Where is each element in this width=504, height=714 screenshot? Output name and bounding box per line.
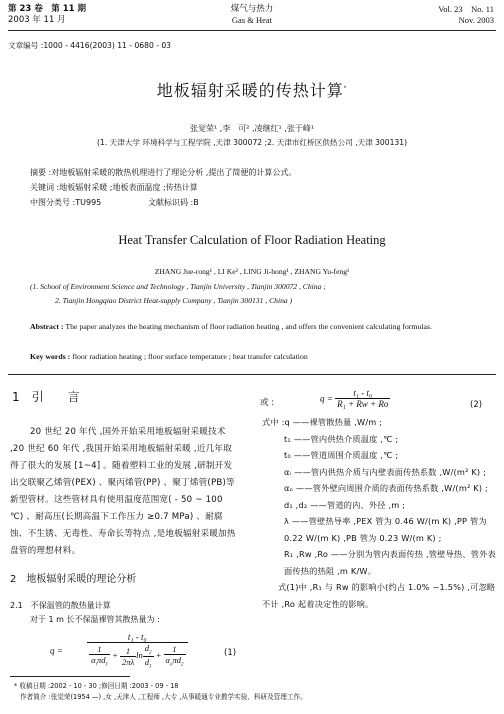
abstract-rule <box>8 374 496 375</box>
right-column-tail: 式(1)中 ,R₁ 与 Rw 的影响小(约占 1.0% ~1.5%) ,可忽略不计 ,Ro 起着决定性的影响。 <box>262 582 496 609</box>
where-item-alpha-o: αₒ ——管外壁向周围介质的表面传热系数 ,W/(m² K) ; <box>284 483 489 493</box>
eq1-denominator: $\frac{1}{\alpha_i\pi d_1}$ + $\frac{1}{2\pi\lambda}$ ln $\frac{d_2}{d_1}$ + $\frac{1}{\alpha_o\pi d_2}$ <box>91 643 184 670</box>
journal-name <box>152 4 352 26</box>
abstract-cn: 摘要 :对地板辐射采暖的散热机理进行了理论分析 ,提出了简便的计算公式。 <box>30 168 297 177</box>
footnote-author-bio: 作者简介 :张觉荣(1954 —) ,女 ,天津人 ,工程师 ,大专 ,从事暖通专业教学实验、科研及管理工作。 <box>20 693 307 701</box>
abstract-en-text: The paper analyzes the heating mechanism of floor radiation heating , and offers the convenient calculating formulas. <box>65 322 432 331</box>
volume-issue-en: Vol. 23 No. 11 <box>438 4 494 14</box>
or-label: 或 : <box>260 398 275 408</box>
section-1-body: 20 世纪 20 年代 ,国外开始采用地板辐射采暖技术 ,20 世纪 60 年代 ,我国开始采用地板辐射采暖 ,近几年取得了很大的发展 [1~4] 。随着塑料工业的发展 ,研制开发出交联聚乙烯管(PEX) 、聚丙烯管(PP) 、聚丁烯管(PB)等新型管材。这些管材具有使用温度范围宽( - 50 ~ 100 ℃) 、耐高压(长期高温下工作压力 ≥0.7 MPa) 、耐腐蚀、不生锈、无毒性、寿命长等特点 ,是地板辐射采暖加热盘管的理想材料。 <box>10 427 236 556</box>
section-2-1-heading: 2.1 不保温管的散热量计算 <box>10 601 111 610</box>
eq2-denominator: R₁ + Rw + Ro <box>337 399 389 409</box>
eq2-fraction <box>335 388 390 409</box>
eq1-fraction <box>87 632 187 669</box>
eq2-tag: (2) <box>470 400 483 410</box>
abstract-en <box>30 320 492 333</box>
equation-2 <box>320 388 390 409</box>
section-1-heading: 1 引 言 <box>12 390 80 404</box>
journal-volume <box>8 4 86 26</box>
classification-number: 中图分类号 :TU995 <box>30 198 102 207</box>
where-item-t1: t₁ ——管内供热介质温度 ,℃ ; <box>284 433 399 444</box>
title-cn <box>0 78 504 101</box>
where-item-q: 式中 :q ——裸管散热量 ,W/m ; <box>262 417 383 427</box>
equation-1 <box>50 632 250 669</box>
keywords-en-text: floor radiation heating ; floor surface temperature ; heat transfer calculation <box>72 352 308 361</box>
authors-en: ZHANG Jue-rong¹ , LI Ke² , LING Ji-hong¹ , ZHANG Yu-feng¹ <box>154 267 350 276</box>
where-item-t0: t₀ ——管道周围介质温度 ,℃ ; <box>284 450 399 460</box>
issue-date-en: Nov. 2003 <box>458 15 494 25</box>
article-id: 文章编号 :1000 - 4416(2003) 11 - 0680 - 03 <box>8 41 172 50</box>
issue-date: 2003 年 11 月 <box>8 15 66 25</box>
section-2-heading: 2 地板辐射采暖的理论分析 <box>10 574 137 585</box>
eq2-lhs: q = <box>320 393 333 404</box>
title-en: Heat Transfer Calculation of Floor Radiation Heating <box>118 233 386 247</box>
affiliation-en-2: 2. Tianjin Hongqiao District Heat-supply Company , Tianjin 300131 , China ) <box>55 296 293 305</box>
eq2-numerator: t₁ - t₀ <box>335 388 390 399</box>
header-rule <box>8 30 496 31</box>
where-item-lambda: λ ——管壁热导率 ,PEX 管为 0.46 W/(m K) ,PP 管为 0.22 W/(m K) ,PB 管为 0.23 W/(m K) ; <box>284 516 487 543</box>
journal-name-cn: 煤气与热力 <box>230 4 274 14</box>
affiliation-cn: (1. 天津大学 环境科学与工程学院 ,天津 300072 ;2. 天津市红桥区供热公司 ,天津 300131) <box>96 138 408 147</box>
keywords-en-label: Key words : <box>30 352 71 361</box>
where-item-alpha-i: αᵢ ——管内供热介质与内壁表面传热系数 ,W/(m² K) ; <box>284 466 487 477</box>
keywords-en <box>30 350 492 363</box>
footnote-rule <box>10 676 130 677</box>
eq1-numerator: t₁ - t₀ <box>87 632 187 643</box>
title-footnote-mark: * <box>343 85 348 92</box>
section-2-1-intro: 对于 1 m 长不保温裸管其散热量为 : <box>30 615 160 624</box>
journal-volume-en <box>438 4 494 26</box>
where-list <box>262 414 496 612</box>
where-item-resistances: R₁ ,Rw ,Ro ——分别为管内表面传热 ,管壁导热、管外表面传热的热阻 ,m K/W。 <box>284 549 496 576</box>
authors-cn: 张觉荣¹ ,李 可² ,凌继红¹ ,张于峰¹ <box>189 124 315 133</box>
eq1-tag: (1) <box>224 648 237 658</box>
journal-name-en: Gas & Heat <box>231 15 273 25</box>
where-item-diameters: d₁ ,d₂ ——管道的内、外径 ,m ; <box>284 499 406 510</box>
abstract-en-label: Abstract : <box>30 322 64 331</box>
document-code: 文献标识码 :B <box>148 198 199 207</box>
volume-issue: 第 23 卷 第 11 期 <box>8 4 86 14</box>
footnote-received: * 收稿日期 :2002 - 10 - 30 ;修回日期 :2003 - 09 - 18 <box>14 682 179 690</box>
affiliation-en-1: (1. School of Environment Science and Technology , Tianjin University , Tianjin 300072 , China ; <box>30 282 326 291</box>
keywords-cn: 关键词 :地板辐射采暖 ;地板表面温度 ;传热计算 <box>30 183 198 192</box>
title-cn-text: 地板辐射采暖的传热计算 <box>156 81 344 100</box>
eq1-lhs: q = <box>50 645 63 656</box>
